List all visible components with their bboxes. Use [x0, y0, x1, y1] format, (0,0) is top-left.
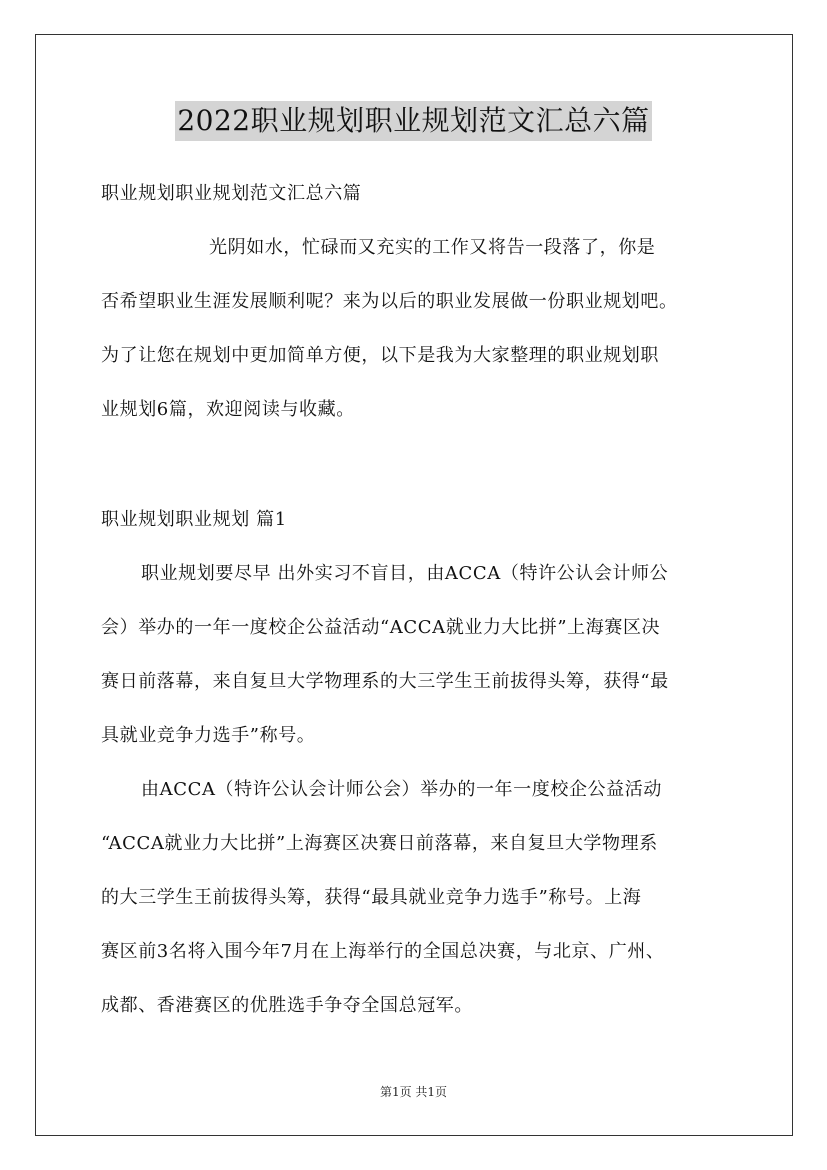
document-subtitle: 职业规划职业规划范文汇总六篇 [101, 183, 362, 204]
paragraph-line: “ACCA就业力大比拼”上海赛区决赛日前落幕，来自复旦大学物理系 [101, 833, 658, 854]
paragraph-line: 职业规划要尽早 出外实习不盲目，由ACCA（特许公认会计师公 [141, 563, 669, 584]
paragraph-line: 具就业竞争力选手”称号。 [101, 725, 316, 746]
document-title: 2022职业规划职业规划范文汇总六篇 [175, 101, 651, 141]
paragraph-line: 由ACCA（特许公认会计师公会）举办的一年一度校企公益活动 [141, 779, 662, 800]
paragraph-2 [101, 772, 741, 1024]
intro-paragraph [101, 230, 741, 428]
section-heading: 职业规划职业规划 篇1 [101, 509, 287, 530]
intro-line: 为了让您在规划中更加简单方便，以下是我为大家整理的职业规划职 [101, 345, 659, 366]
paragraph-line: 会）举办的一年一度校企公益活动“ACCA就业力大比拼”上海赛区决 [101, 617, 661, 638]
document-body [101, 176, 741, 1024]
intro-line: 业规划6篇，欢迎阅读与收藏。 [101, 399, 355, 420]
paragraph-1 [101, 556, 741, 754]
intro-line: 否希望职业生涯发展顺利呢？来为以后的职业发展做一份职业规划吧。 [101, 291, 678, 312]
page-footer: 第1页 共1页 [379, 1085, 448, 1099]
paragraph-line: 赛日前落幕，来自复旦大学物理系的大三学生王前拔得头筹，获得“最 [101, 671, 669, 692]
intro-line: 光阴如水，忙碌而又充实的工作又将告一段落了，你是 [209, 237, 656, 258]
paragraph-line: 赛区前3名将入围今年7月在上海举行的全国总决赛，与北京、广州、 [101, 941, 665, 962]
title-container [0, 101, 827, 141]
paragraph-line: 成都、香港赛区的优胜选手争夺全国总冠军。 [101, 995, 473, 1016]
paragraph-line: 的大三学生王前拔得头筹，获得“最具就业竞争力选手”称号。上海 [101, 887, 642, 908]
